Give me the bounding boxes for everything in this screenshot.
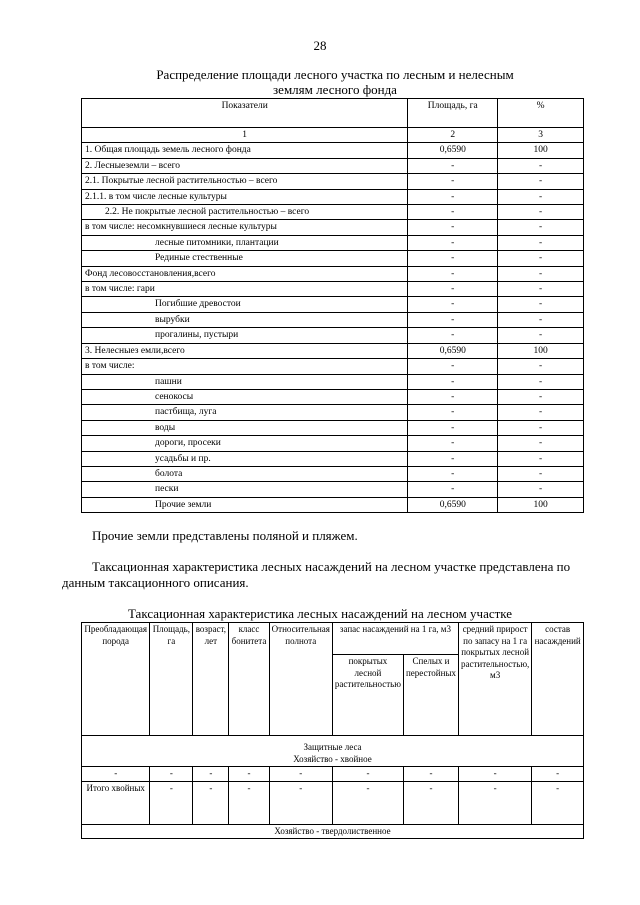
table1-title-line1: Распределение площади лесного участка по лесным и нелесным <box>156 67 514 82</box>
section-title: Хозяйство - твердолиственное <box>82 824 584 839</box>
cell-indicator: 3. Нелесныез емли,всего <box>82 343 408 358</box>
table1-body <box>82 143 584 513</box>
cell-percent: - <box>498 482 584 497</box>
cell-density: - <box>269 767 332 782</box>
cell-composition: - <box>532 781 584 824</box>
paragraph-other-lands: Прочие земли представлены поляной и пляжем. <box>92 528 358 543</box>
cell-growth: - <box>458 767 531 782</box>
cell-indicator: воды <box>82 420 408 435</box>
paragraph-taxation-line2: данным таксационного описания. <box>62 575 249 590</box>
cell-indicator: сенокосы <box>82 389 408 404</box>
cell-density: - <box>269 781 332 824</box>
cell-percent: - <box>498 374 584 389</box>
cell-indicator: Прочие земли <box>82 497 408 512</box>
header-growth: средний прирост по запасу на 1 га покрытых лесной растительностью, м3 <box>458 623 531 736</box>
cell-composition: - <box>532 767 584 782</box>
section-row <box>82 824 584 839</box>
column-number-row <box>82 128 584 143</box>
cell-indicator: усадьбы и пр. <box>82 451 408 466</box>
cell-area: - <box>408 389 498 404</box>
cell-indicator: лесные питомники, плантации <box>82 235 408 250</box>
cell-area: - <box>408 359 498 374</box>
cell-indicator: 1. Общая площадь земель лесного фонда <box>82 143 408 158</box>
cell-indicator: прогалины, пустыри <box>82 328 408 343</box>
cell-percent: 100 <box>498 143 584 158</box>
cell-stock-covered: - <box>332 781 403 824</box>
cell-area: - <box>408 466 498 481</box>
cell-stock-mature: - <box>403 781 458 824</box>
table1-title-line2: землям лесного фонда <box>273 82 397 97</box>
section-row <box>82 736 584 767</box>
cell-percent: - <box>498 389 584 404</box>
header-age: возраст, лет <box>193 623 229 736</box>
cell-area: - <box>408 251 498 266</box>
header-density: Относительная полнота <box>269 623 332 736</box>
cell-area: - <box>408 297 498 312</box>
cell-percent: - <box>498 466 584 481</box>
header-bonitet: класс бонитета <box>229 623 269 736</box>
cell-percent: - <box>498 251 584 266</box>
cell-percent: - <box>498 158 584 173</box>
cell-area: 0,6590 <box>408 143 498 158</box>
header-percent: % <box>498 99 584 128</box>
cell-area: - <box>150 767 193 782</box>
cell-area: - <box>408 220 498 235</box>
cell-percent: - <box>498 297 584 312</box>
cell-area: - <box>408 328 498 343</box>
column-number: 1 <box>82 128 408 143</box>
header-stock-mature: Спелых и перестойных <box>403 655 458 736</box>
header-indicators: Показатели <box>82 99 408 128</box>
table2-title: Таксационная характеристика лесных насаждений на лесном участке <box>127 606 513 621</box>
cell-indicator: 2.2. Не покрытые лесной растительностью – всего <box>82 205 408 220</box>
cell-percent: - <box>498 359 584 374</box>
cell-percent: - <box>498 328 584 343</box>
cell-area: - <box>408 374 498 389</box>
header-stock: запас насаждений на 1 га, м3 <box>332 623 458 655</box>
table-row <box>82 158 584 173</box>
cell-area: - <box>408 174 498 189</box>
cell-indicator: Погибшие древостои <box>82 297 408 312</box>
table-row <box>82 436 584 451</box>
cell-percent: - <box>498 189 584 204</box>
cell-percent: - <box>498 220 584 235</box>
cell-area: - <box>408 451 498 466</box>
cell-area: 0,6590 <box>408 343 498 358</box>
section-title: Защитные леса <box>303 742 362 752</box>
column-number: 2 <box>408 128 498 143</box>
table-header-row <box>82 99 584 128</box>
header-stock-covered: покрытых лесной растительностью <box>332 655 403 736</box>
table-row <box>82 251 584 266</box>
cell-area: - <box>408 189 498 204</box>
cell-indicator: Рединые стественные <box>82 251 408 266</box>
cell-area: - <box>408 235 498 250</box>
cell-indicator: в том числе: несомкнувшиеся лесные культуры <box>82 220 408 235</box>
cell-indicator: в том числе: <box>82 359 408 374</box>
cell-indicator: болота <box>82 466 408 481</box>
table-row <box>82 235 584 250</box>
taxation-table <box>81 622 584 839</box>
column-number: 3 <box>498 128 584 143</box>
cell-percent: - <box>498 420 584 435</box>
cell-indicator: дороги, просеки <box>82 436 408 451</box>
cell-indicator: 2. Лесныеземли – всего <box>82 158 408 173</box>
table-row <box>82 482 584 497</box>
table-row <box>82 328 584 343</box>
cell-area: - <box>408 158 498 173</box>
cell-percent: - <box>498 235 584 250</box>
table-row <box>82 312 584 327</box>
total-row <box>82 781 584 824</box>
cell-area: - <box>408 312 498 327</box>
table-row <box>82 374 584 389</box>
table-row <box>82 389 584 404</box>
table-row <box>82 343 584 358</box>
cell-area: - <box>408 205 498 220</box>
section-subtitle: Хозяйство - хвойное <box>293 753 372 764</box>
cell-percent: - <box>498 436 584 451</box>
cell-area: - <box>408 405 498 420</box>
table-row <box>82 466 584 481</box>
cell-growth: - <box>458 781 531 824</box>
cell-area: - <box>408 482 498 497</box>
cell-indicator: пастбища, луга <box>82 405 408 420</box>
table-row <box>82 174 584 189</box>
cell-stock-mature: - <box>403 767 458 782</box>
cell-age: - <box>193 781 229 824</box>
table-row <box>82 497 584 512</box>
cell-indicator: вырубки <box>82 312 408 327</box>
cell-indicator: пески <box>82 482 408 497</box>
cell-bonitet: - <box>229 767 269 782</box>
cell-percent: - <box>498 205 584 220</box>
cell-percent: - <box>498 312 584 327</box>
table2-header-row <box>82 623 584 655</box>
cell-indicator: в том числе: гари <box>82 282 408 297</box>
cell-area: - <box>408 436 498 451</box>
header-area: Площадь, га <box>408 99 498 128</box>
cell-indicator: 2.1. Покрытые лесной растительностью – всего <box>82 174 408 189</box>
table-row <box>82 266 584 281</box>
cell-percent: 100 <box>498 497 584 512</box>
table-row <box>82 767 584 782</box>
table-row <box>82 297 584 312</box>
land-distribution-table <box>81 98 584 513</box>
cell-area: 0,6590 <box>408 497 498 512</box>
header-area: Площадь, га <box>150 623 193 736</box>
cell-area: - <box>408 282 498 297</box>
table-row <box>82 282 584 297</box>
cell-percent: 100 <box>498 343 584 358</box>
cell-percent: - <box>498 174 584 189</box>
cell-indicator: пашни <box>82 374 408 389</box>
table-row <box>82 359 584 374</box>
cell-percent: - <box>498 405 584 420</box>
cell-percent: - <box>498 266 584 281</box>
table-row <box>82 451 584 466</box>
cell-area: - <box>150 781 193 824</box>
page-number: 28 <box>313 38 327 53</box>
table1-title <box>80 67 590 97</box>
cell-area: - <box>408 266 498 281</box>
table-row <box>82 220 584 235</box>
table-row <box>82 143 584 158</box>
cell-indicator: Фонд лесовосстановления,всего <box>82 266 408 281</box>
cell-area: - <box>408 420 498 435</box>
table-row <box>82 205 584 220</box>
header-species: Преобладающая порода <box>82 623 150 736</box>
cell-percent: - <box>498 282 584 297</box>
cell-stock-covered: - <box>332 767 403 782</box>
cell-bonitet: - <box>229 781 269 824</box>
cell-species: - <box>82 767 150 782</box>
table-row <box>82 405 584 420</box>
paragraph-taxation-line1: Таксационная характеристика лесных насаждений на лесном участке представлена по <box>92 559 571 574</box>
table-row <box>82 420 584 435</box>
cell-age: - <box>193 767 229 782</box>
cell-total-label: Итого хвойных <box>82 781 150 824</box>
header-composition: состав насаждений <box>532 623 584 736</box>
table-row <box>82 189 584 204</box>
cell-indicator: 2.1.1. в том числе лесные культуры <box>82 189 408 204</box>
cell-percent: - <box>498 451 584 466</box>
